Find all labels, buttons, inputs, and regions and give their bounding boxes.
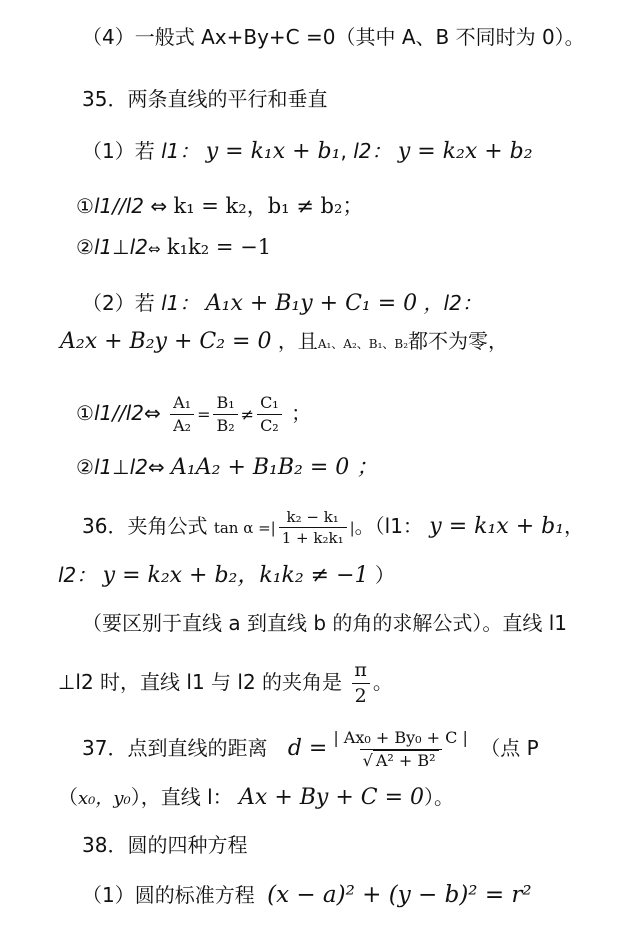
fraction-c [257,394,282,434]
circled-1: ① [76,401,94,425]
numerator: π [354,659,367,682]
standard-equation-line [82,880,532,910]
note-line-2 [58,658,393,707]
fraction-a [170,394,194,434]
section-37-line-2 [58,782,454,814]
circle-standard-equation: (x − a)² + (y − b)² = r² [267,882,532,908]
case-1-label: （1）若 [82,139,155,163]
point-coordinates: x₀，y₀ [78,788,131,809]
close-paren: ） [374,563,395,587]
denominator: 2 [352,683,370,707]
parallel-relation: l1//l2 [93,401,144,425]
section-36-line-2 [58,560,395,591]
section-35-title: 35．两条直线的平行和垂直 [82,87,328,111]
period: 。 [372,670,393,694]
section-37-line [82,722,539,775]
comma: ， [564,514,585,538]
numerator: | Ax₀ + By₀ + C | [333,728,468,748]
l2-name: l2： [58,563,97,587]
l1-name: l1： [161,291,200,315]
l2-name: l2： [353,139,392,163]
iff-symbol: ⇔ [143,401,161,425]
l1-equation: y = k₁x + b₁ [429,514,565,539]
equals-sign: = [197,405,211,424]
circled-2: ② [76,235,94,259]
separator: , [340,139,347,163]
parallel-equation: k₁ = k₂，b₁ ≠ b₂； [173,194,364,218]
l2-name: ，l2： [423,291,482,315]
section-37-after: （点 P [480,736,539,760]
sqrt-symbol: √ [362,751,373,770]
general-form-line: （4）一般式 Ax+By+C =0（其中 A、B 不同时为 0）。 [82,25,585,49]
parallel-condition-1 [76,191,363,221]
numerator: C₁ [260,393,279,413]
distance-fraction [330,729,471,769]
angle-fraction [279,509,347,547]
section-36-after: 。（l1： [354,514,423,538]
section-36-title: 36．夹角公式 [82,514,208,538]
case-1-line [82,136,533,167]
iff-symbol: ⇔ [150,194,168,218]
denominator: C₂ [257,414,282,435]
radicand: A² + B² [373,750,439,770]
parallel-relation: l1//l2 [93,194,144,218]
l1-general-equation: A₁x + B₁y + C₁ = 0 [205,291,418,316]
pi-over-two [351,660,370,707]
line-label: ），直线 l： [130,785,233,809]
l2-equation: y = k₂x + b₂ [397,139,533,164]
fraction-b [213,394,237,434]
perpendicular-condition-2 [76,452,378,483]
denominator [360,749,442,770]
perpendicular-equation: k₁k₂ = −1 [166,235,272,259]
iff-symbol: ⇔ [147,240,161,258]
abs-bar: | [349,519,355,537]
line-equation: Ax + By + C = 0 [239,785,425,810]
circled-2: ② [76,455,94,479]
perpendicular-condition-1 [76,232,271,264]
denominator: B₂ [213,414,237,435]
perpendicular-relation: l1⊥l2 [93,235,148,259]
close-paren: ）。 [424,785,455,809]
l1-equation: y = k₁x + b₁ [205,139,341,164]
l2-general-equation: A₂x + B₂y + C₂ = 0 [60,329,272,354]
not-equal-sign: ≠ [240,405,255,424]
denominator: 1 + k₂k₁ [279,527,347,547]
numerator: A₁ [173,393,192,413]
condition-prefix: ，且 [277,329,318,353]
open-paren: （ [58,785,78,809]
case-2-line [82,288,482,319]
note-line-1: （要区别于直线 a 到直线 b 的角的求解公式）。直线 l1 [82,611,568,635]
coefficient-list: A₁、A₂、B₁、B₂ [317,337,409,351]
l2-equation-condition: y = k₂x + b₂，k₁k₂ ≠ −1 [102,563,369,588]
semicolon: ； [291,401,312,425]
case-2-label: （2）若 [82,291,155,315]
case-2-line-2 [60,326,508,359]
section-36-line [82,502,584,552]
section-37-title: 37．点到直线的距离 [82,736,268,760]
denominator: A₂ [170,414,194,435]
numerator: k₂ − k₁ [286,507,339,526]
perpendicular-general-equation: A₁A₂ + B₁B₂ = 0 ； [171,455,379,480]
distance-symbol: d = [287,736,328,761]
note-text: ⊥l2 时，直线 l1 与 l2 的夹角是 [58,670,343,694]
standard-equation-label: （1）圆的标准方程 [82,883,255,907]
tan-prefix: tan α =| [213,519,276,537]
numerator: B₁ [216,393,235,413]
perpendicular-relation: l1⊥l2 [93,455,148,479]
condition-suffix: 都不为零， [408,329,509,353]
iff-symbol: ⇔ [147,455,165,479]
parallel-condition-2 [76,388,311,440]
l1-name: l1： [161,139,200,163]
circled-1: ① [76,194,94,218]
section-38-title: 38．圆的四种方程 [82,833,248,857]
